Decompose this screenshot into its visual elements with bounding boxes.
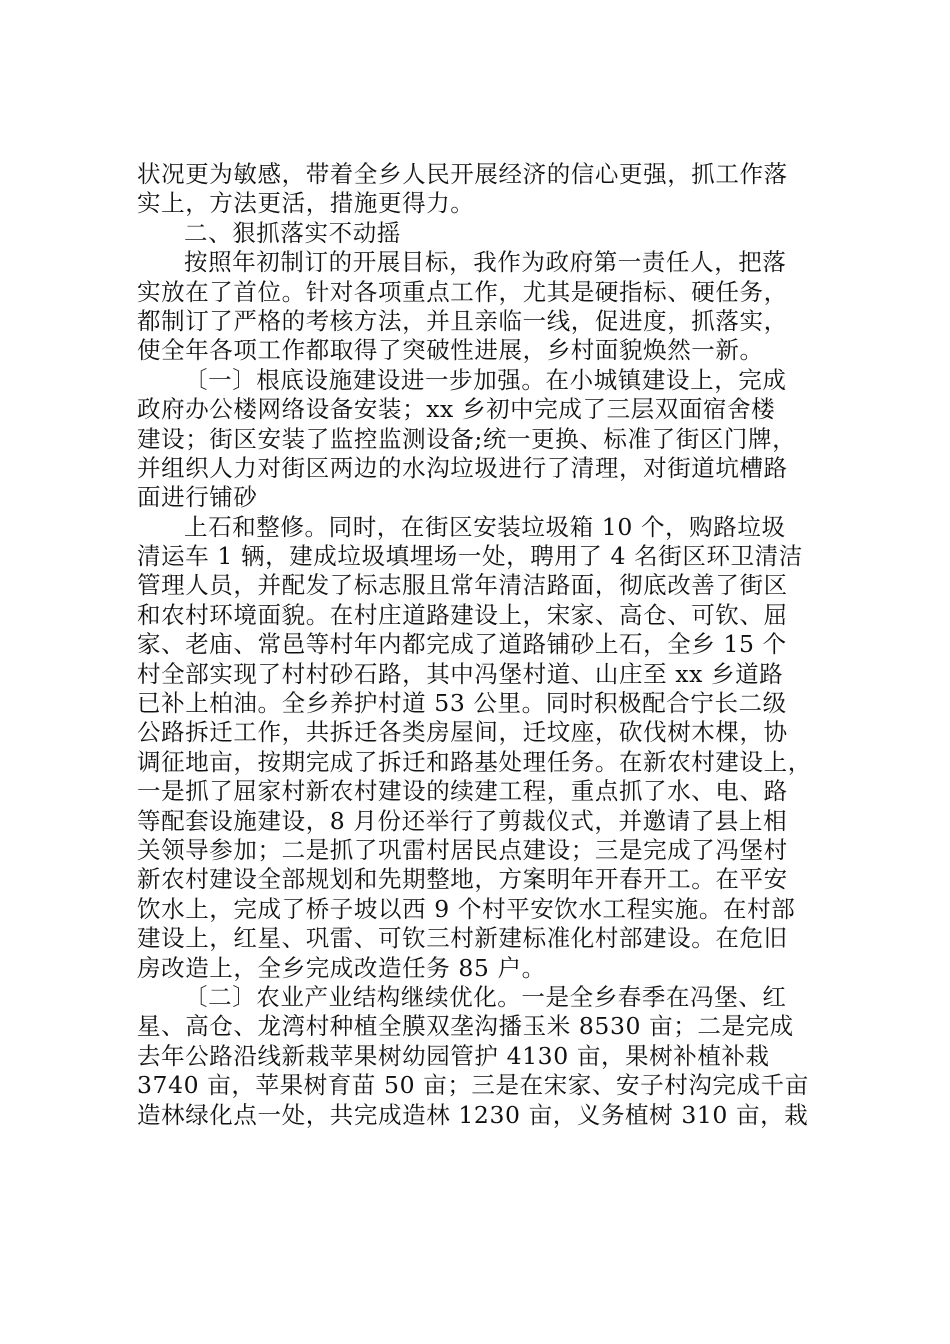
text-line: 建设上，红星、巩雷、可钦三村新建标准化村部建设。在危旧 — [137, 924, 788, 953]
text-line: 已补上柏油。全乡养护村道 53 公里。同时积极配合宁长二级 — [137, 689, 787, 718]
text-line: 都制订了严格的考核方法，并且亲临一线，促进度，抓落实， — [137, 306, 788, 335]
text-line: 等配套设施建设，8 月份还举行了剪裁仪式，并邀请了县上相 — [137, 806, 788, 835]
text-line: 房改造上，全乡完成改造任务 85 户。 — [137, 953, 546, 982]
text-line: 去年公路沿线新栽苹果树幼园管护 4130 亩，果树补植补栽 — [137, 1041, 770, 1070]
text-line: 和农村环境面貌。在村庄道路建设上，宋家、高仓、可钦、屈 — [137, 600, 788, 629]
text-line: 并组织人力对街区两边的水沟垃圾进行了清理，对街道坑槽路 — [137, 453, 788, 482]
text-line: 政府办公楼网络设备安装；xx 乡初中完成了三层双面宿舍楼 — [137, 395, 776, 424]
text-line: 清运车 1 辆，建成垃圾填埋场一处，聘用了 4 名街区环卫清洁 — [137, 542, 803, 571]
text-line: 管理人员，并配发了标志服且常年清洁路面，彻底改善了街区 — [137, 571, 788, 600]
text-line: 状况更为敏感，带着全乡人民开展经济的信心更强，抓工作落 — [137, 160, 788, 188]
text-line: 调征地亩，按期完成了拆迁和路基处理任务。在新农村建设上， — [137, 747, 812, 776]
text-line: 按照年初制订的开展目标，我作为政府第一责任人，把落 — [184, 248, 787, 277]
text-line: 村全部实现了村村砂石路，其中冯堡村道、山庄至 xx 乡道路 — [137, 659, 784, 688]
text-line: 面进行铺砂 — [137, 483, 258, 512]
text-line: 饮水上，完成了桥子坡以西 9 个村平安饮水工程实施。在村部 — [137, 894, 796, 923]
text-line: 〔一〕根底设施建设进一步加强。在小城镇建设上，完成 — [184, 365, 787, 394]
text-line: 公路拆迁工作，共拆迁各类房屋间，迁坟座，砍伐树木棵，协 — [137, 718, 788, 747]
text-line: 使全年各项工作都取得了突破性进展，乡村面貌焕然一新。 — [137, 336, 764, 365]
text-line: 建设；街区安装了监控监测设备;统一更换、标准了街区门牌， — [137, 424, 797, 453]
body-text — [137, 160, 827, 1130]
text-line: 家、老庙、常邑等村年内都完成了道路铺砂上石，全乡 15 个 — [137, 630, 787, 659]
text-line: 3740 亩，苹果树育苗 50 亩；三是在宋家、安子村沟完成千亩 — [137, 1071, 809, 1100]
text-line: 〔二〕农业产业结构继续优化。一是全乡春季在冯堡、红 — [184, 982, 787, 1011]
text-line: 实放在了首位。针对各项重点工作，尤其是硬指标、硬任务， — [137, 277, 788, 306]
text-line: 关领导参加；二是抓了巩雷村居民点建设；三是完成了冯堡村 — [137, 835, 788, 864]
text-line: 造林绿化点一处，共完成造林 1230 亩，义务植树 310 亩，栽 — [137, 1100, 809, 1129]
text-line: 上石和整修。同时，在街区安装垃圾箱 10 个，购路垃圾 — [184, 512, 786, 541]
text-line: 星、高仓、龙湾村种植全膜双垄沟播玉米 8530 亩；二是完成 — [137, 1012, 794, 1041]
text-line: 新农村建设全部规划和先期整地，方案明年开春开工。在平安 — [137, 865, 788, 894]
text-line: 实上，方法更活，措施更得力。 — [137, 189, 475, 218]
text-line: 二、狠抓落实不动摇 — [184, 218, 401, 247]
text-line: 一是抓了屈家村新农村建设的续建工程，重点抓了水、电、路 — [137, 777, 788, 806]
